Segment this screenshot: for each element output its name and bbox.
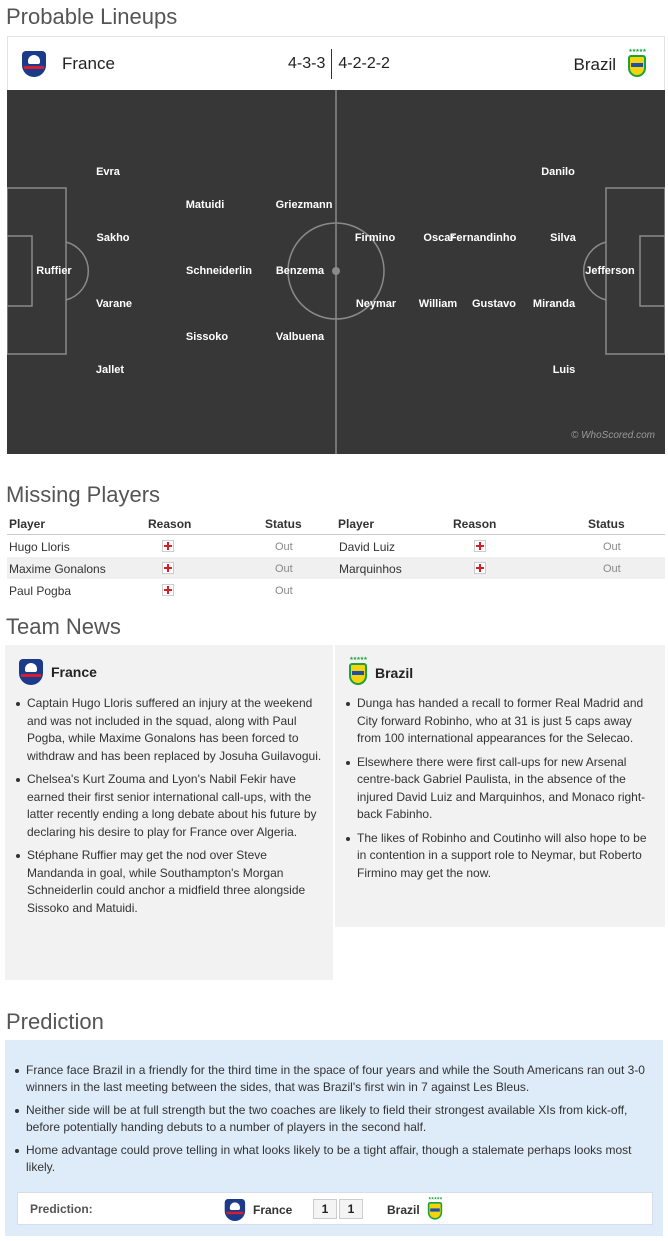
- player-home-5[interactable]: Jallet: [95, 364, 125, 376]
- missing-status: Out: [603, 563, 621, 575]
- brazil-crest-icon: ★★★★★: [347, 657, 369, 689]
- missing-status: Out: [603, 541, 621, 553]
- table-row: [7, 535, 336, 557]
- home-formation: 4-3-3: [288, 55, 326, 72]
- missing-status: Out: [275, 563, 293, 575]
- list-item: Captain Hugo Lloris suffered an injury at the weekend and was not included in the squad, along with Paul Pogba, while Maxime Gonalons has been forced to withdraw and has been replaced by Josuha Guilavogui.: [27, 695, 323, 765]
- lineups-title: Probable Lineups: [6, 4, 178, 29]
- table-row: [336, 557, 665, 579]
- missing-status: Out: [275, 541, 293, 553]
- player-home-8[interactable]: Sissoko: [185, 331, 229, 343]
- copyright-text: © WhoScored.com: [570, 430, 655, 441]
- header-reason: Reason: [148, 517, 192, 531]
- player-away-1[interactable]: Jefferson: [585, 265, 635, 277]
- prediction-home-name: France: [253, 1203, 293, 1217]
- player-home-11[interactable]: Valbuena: [275, 331, 325, 343]
- missing-player-name[interactable]: Paul Pogba: [9, 584, 72, 598]
- formations: [288, 45, 390, 83]
- team-news-away: [335, 645, 665, 927]
- missing-away-header: [336, 512, 665, 535]
- away-team-name: Brazil: [573, 55, 616, 74]
- france-crest-icon: [223, 1197, 247, 1223]
- injury-icon: [474, 562, 486, 574]
- list-item: Stéphane Ruffier may get the nod over Steve Mandanda in goal, while Southampton's Morgan Schneiderlin could anchor a midfield three alongside Sissoko and Matuidi.: [27, 847, 323, 917]
- table-row: [7, 579, 336, 601]
- prediction-title: Prediction: [6, 1009, 104, 1034]
- france-crest-icon: [17, 657, 45, 687]
- missing-home-column: [7, 512, 336, 601]
- prediction-label: Prediction:: [30, 1202, 93, 1216]
- missing-home-header: [7, 512, 336, 535]
- lineup-header: [7, 36, 665, 90]
- player-away-2[interactable]: Danilo: [541, 166, 575, 178]
- prediction-away-name: Brazil: [387, 1203, 420, 1217]
- pitch: [7, 90, 665, 454]
- player-away-9[interactable]: William: [418, 298, 458, 310]
- away-team-header[interactable]: [573, 49, 648, 81]
- prediction-away-score: 1: [339, 1199, 363, 1219]
- team-news-home: [5, 645, 333, 980]
- table-row: [336, 535, 665, 557]
- header-player: Player: [338, 517, 375, 531]
- team-news-home-name: France: [51, 664, 97, 680]
- list-item: Neither side will be at full strength but the two coaches are likely to field their strongest available XIs from kick-off, before potentially handing debuts to a number of players in the second half.: [26, 1102, 646, 1136]
- list-item: The likes of Robinho and Coutinho will also hope to be in contention in a support role to Neymar, but Roberto Firmino may get the now.: [357, 830, 649, 883]
- prediction-home-team[interactable]: [223, 1195, 292, 1225]
- list-item: France face Brazil in a friendly for the third time in the space of four years and while the South Americans ran out 3-0 winners in the last meeting between the sides, that was Brazil's first win in 7 against Les Bleus.: [26, 1063, 645, 1094]
- prediction-list: [26, 1062, 646, 1182]
- prediction-away-team[interactable]: [387, 1194, 446, 1226]
- missing-player-name[interactable]: Hugo Lloris: [9, 540, 70, 554]
- list-item: Elsewhere there were first call-ups for new Arsenal centre-back Gabriel Paulista, in the absence of the injured David Luiz and Marquinhos, and Monaco right-back Fabinho.: [357, 754, 649, 824]
- list-item: Home advantage could prove telling in what looks likely to be a tight affair, though a stalemate perhaps looks most likely.: [26, 1142, 646, 1176]
- missing-player-name[interactable]: Maxime Gonalons: [9, 562, 106, 576]
- team-news-away-name: Brazil: [375, 665, 414, 681]
- player-away-8[interactable]: Oscar: [423, 232, 455, 244]
- player-away-11[interactable]: Neymar: [355, 298, 397, 310]
- player-home-10[interactable]: Benzema: [275, 265, 325, 277]
- pitch-markings: [7, 90, 665, 454]
- player-away-3[interactable]: Silva: [550, 232, 576, 244]
- team-news-away-header: [347, 657, 413, 689]
- home-team-header[interactable]: [20, 49, 115, 79]
- missing-players-title: Missing Players: [6, 482, 161, 507]
- list-item: Chelsea's Kurt Zouma and Lyon's Nabil Fekir have earned their first senior international call-ups, with the latter recently ending a long debate about his future by declaring his desire to play for France over Algeria.: [27, 771, 323, 841]
- prediction-bar: [17, 1192, 653, 1225]
- player-away-10[interactable]: Firmino: [354, 232, 396, 244]
- header-reason: Reason: [453, 517, 497, 531]
- player-home-1[interactable]: Ruffier: [36, 265, 72, 277]
- missing-away-column: [336, 512, 665, 579]
- missing-player-name[interactable]: David Luiz: [339, 540, 396, 554]
- player-away-6[interactable]: Fernandinho: [449, 232, 517, 244]
- injury-icon: [162, 562, 174, 574]
- team-news-home-header: [17, 657, 97, 687]
- prediction-box: [5, 1040, 663, 1236]
- brazil-crest-icon: ★★★★★: [626, 49, 648, 81]
- team-news-home-list: [27, 695, 323, 923]
- prediction-home-score: 1: [313, 1199, 337, 1219]
- injury-icon: [162, 540, 174, 552]
- missing-status: Out: [275, 585, 293, 597]
- player-away-7[interactable]: Gustavo: [471, 298, 517, 310]
- list-item: Dunga has handed a recall to former Real Madrid and City forward Robinho, who at 31 is just 5 caps away from 100 international appearances for the Selecao.: [357, 695, 649, 748]
- player-away-4[interactable]: Miranda: [532, 298, 576, 310]
- player-home-7[interactable]: Schneiderlin: [185, 265, 253, 277]
- france-crest-icon: [20, 49, 48, 79]
- table-row: [7, 557, 336, 579]
- missing-player-name[interactable]: Marquinhos: [339, 562, 402, 576]
- player-home-4[interactable]: Varane: [95, 298, 133, 310]
- team-news-title: Team News: [6, 614, 121, 639]
- player-home-2[interactable]: Evra: [96, 166, 120, 178]
- header-status: Status: [265, 517, 302, 531]
- header-status: Status: [588, 517, 625, 531]
- player-home-3[interactable]: Sakho: [96, 232, 130, 244]
- injury-icon: [474, 540, 486, 552]
- player-home-6[interactable]: Matuidi: [185, 199, 225, 211]
- team-news-away-list: [357, 695, 649, 888]
- formation-divider: [331, 49, 332, 79]
- brazil-crest-icon: ★★★★★: [426, 1197, 444, 1223]
- player-home-9[interactable]: Griezmann: [275, 199, 333, 211]
- injury-icon: [162, 584, 174, 596]
- player-away-5[interactable]: Luis: [552, 364, 576, 376]
- away-formation: 4-2-2-2: [338, 55, 390, 72]
- home-team-name: France: [62, 54, 115, 73]
- header-player: Player: [9, 517, 46, 531]
